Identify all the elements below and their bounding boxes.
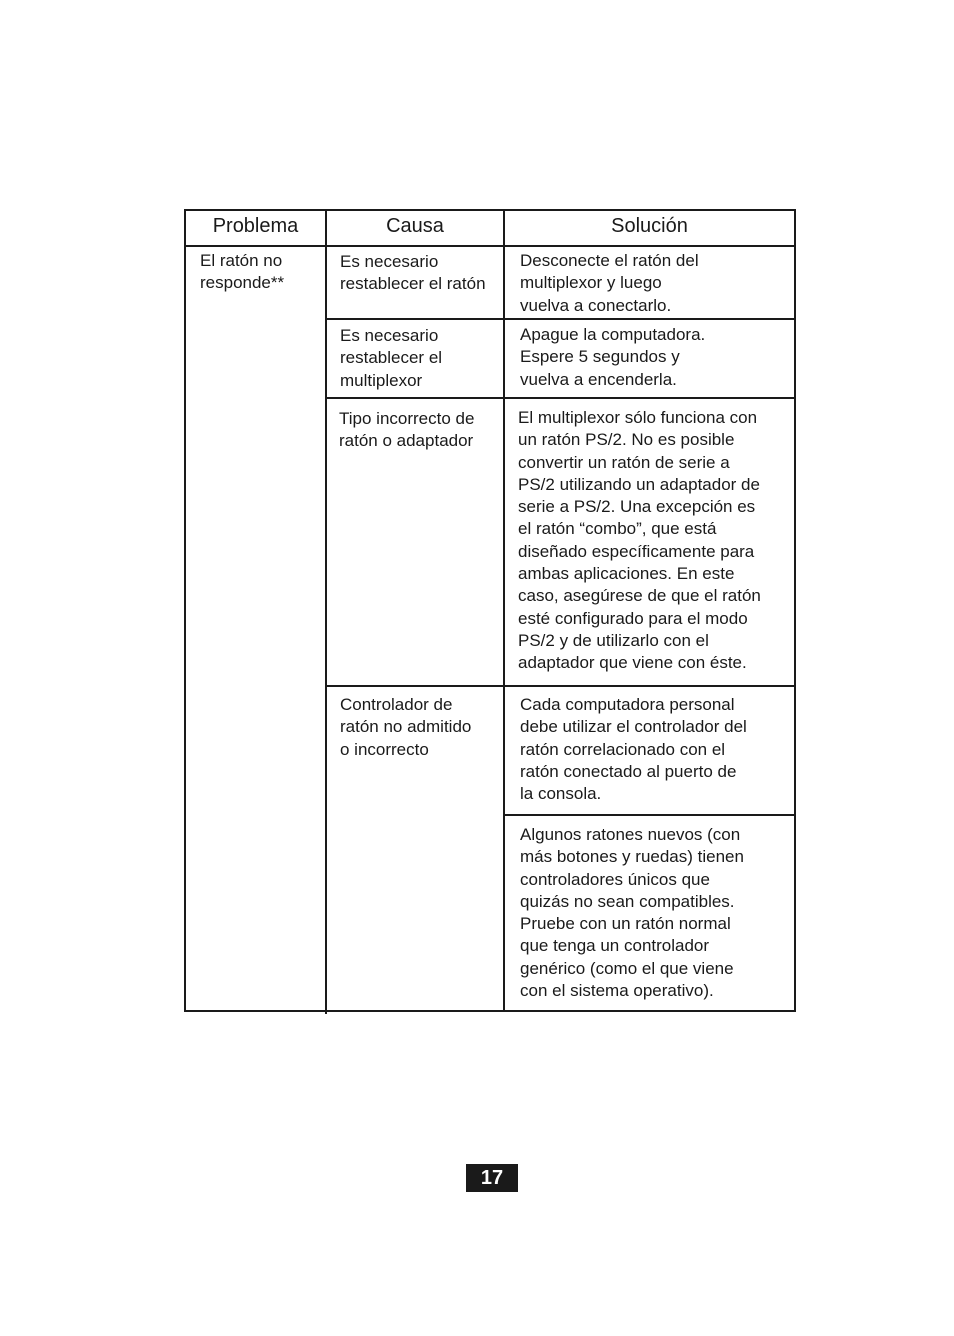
solution-cell-3: El multiplexor sólo funciona con un ratón PS/2. No es posible convertir un ratón de serie a PS/2 utilizando un adaptador de serie a PS/2. Una excepción es el ratón “combo”, que está diseñado específicamente para ambas aplicaciones. En este caso, asegúrese de que el ratón esté configurado para el modo PS/2 y de utilizarlo con el adaptador que viene con éste. <box>518 408 761 673</box>
column-divider-1 <box>325 209 327 1014</box>
cause-cell-3: Tipo incorrecto de ratón o adaptador <box>339 409 475 451</box>
cause-cell-1: Es necesario restablecer el ratón <box>340 252 486 294</box>
solution-cell-4: Cada computadora personal debe utilizar el controlador del ratón correlacionado con el ratón conectado al puerto de la consola. <box>520 695 747 804</box>
cause-cell-2: Es necesario restablecer el multiplexor <box>340 326 443 390</box>
column-divider-2 <box>503 209 505 1012</box>
solution-cell-1: Desconecte el ratón del multiplexor y luego vuelva a conectarlo. <box>520 251 699 315</box>
solution-cell-2: Apague la computadora. Espere 5 segundos y vuelva a encenderla. <box>520 325 706 389</box>
page-number: 17 <box>466 1164 518 1192</box>
row-divider-4 <box>504 814 796 816</box>
table-border-bottom <box>184 1010 796 1012</box>
troubleshooting-table <box>184 209 796 1012</box>
row-divider-3 <box>326 685 796 687</box>
problem-cell: El ratón no responde** <box>200 251 285 293</box>
row-divider-2 <box>326 397 796 399</box>
table-border-left <box>184 209 186 1012</box>
table-border-right <box>794 209 796 1012</box>
row-divider-1 <box>326 318 796 320</box>
solution-cell-5: Algunos ratones nuevos (con más botones y ruedas) tienen controladores únicos que quizás no sean compatibles. Pruebe con un ratón normal que tenga un controlador genérico (como el que viene con el sistema operativo). <box>520 825 744 1001</box>
header-cause: Causa <box>386 215 444 237</box>
header-solution: Solución <box>611 215 688 237</box>
header-divider <box>184 245 796 247</box>
header-problem: Problema <box>212 215 299 237</box>
cause-cell-4: Controlador de ratón no admitido o incorrecto <box>340 695 472 759</box>
